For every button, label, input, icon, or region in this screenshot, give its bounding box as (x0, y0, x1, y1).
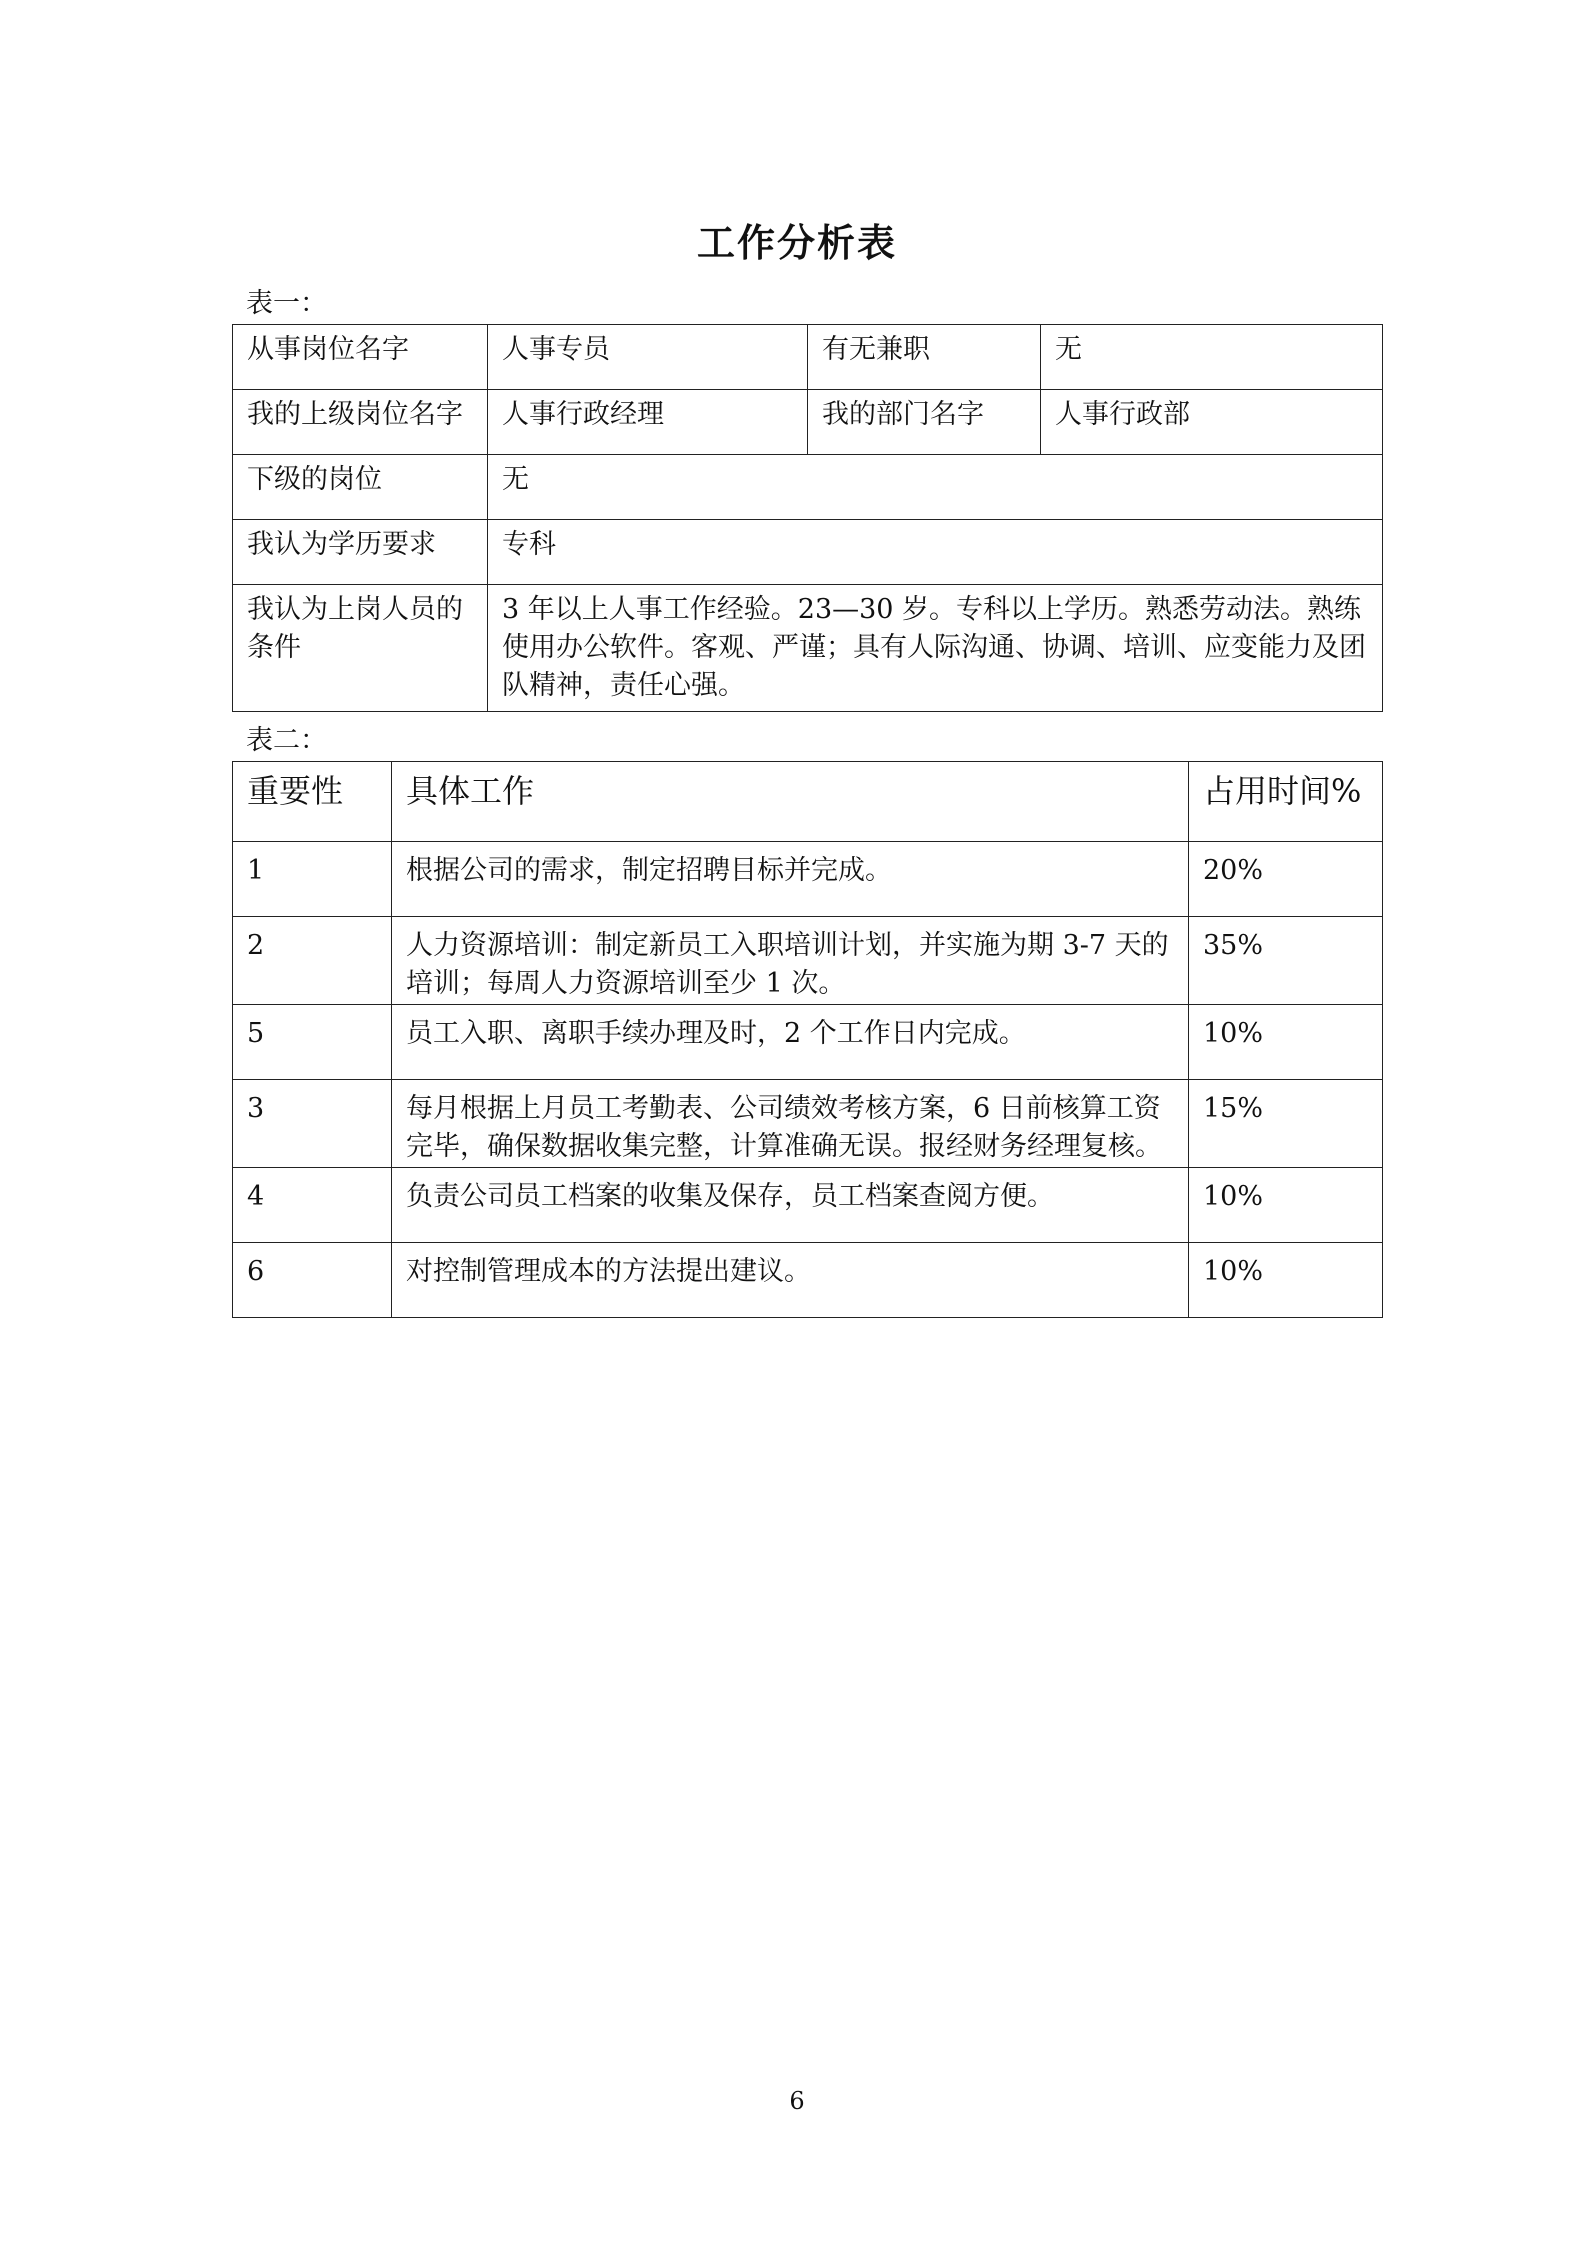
table-row (233, 325, 1383, 390)
table-two-caption: 表二： (246, 725, 327, 756)
time-cell: 35% (1189, 917, 1383, 1005)
field-label: 我的上级岗位名字 (233, 390, 488, 455)
importance-cell: 6 (233, 1243, 392, 1318)
task-cell: 人力资源培训：制定新员工入职培训计划，并实施为期 3-7 天的培训；每周人力资源培训至少 1 次。 (392, 917, 1189, 1005)
field-value: 无 (1041, 325, 1383, 390)
table-row (233, 842, 1383, 917)
time-cell: 20% (1189, 842, 1383, 917)
importance-cell: 3 (233, 1080, 392, 1168)
time-cell: 10% (1189, 1168, 1383, 1243)
table-row (233, 917, 1383, 1005)
field-value: 3 年以上人事工作经验。23—30 岁。专科以上学历。熟悉劳动法。熟练使用办公软件。客观、严谨；具有人际沟通、协调、培训、应变能力及团队精神，责任心强。 (488, 585, 1383, 712)
table-row (233, 1243, 1383, 1318)
field-label: 从事岗位名字 (233, 325, 488, 390)
column-header-task: 具体工作 (392, 762, 1189, 842)
task-cell: 负责公司员工档案的收集及保存，员工档案查阅方便。 (392, 1168, 1189, 1243)
task-cell: 根据公司的需求，制定招聘目标并完成。 (392, 842, 1189, 917)
field-value: 人事行政部 (1041, 390, 1383, 455)
importance-cell: 5 (233, 1005, 392, 1080)
table-one (232, 324, 1383, 712)
column-header-time: 占用时间% (1189, 762, 1383, 842)
table-row (233, 1005, 1383, 1080)
table-row (233, 390, 1383, 455)
table-row (233, 1080, 1383, 1168)
field-label: 我的部门名字 (808, 390, 1041, 455)
field-label: 我认为学历要求 (233, 520, 488, 585)
document-title: 工作分析表 (696, 221, 897, 265)
importance-cell: 4 (233, 1168, 392, 1243)
field-label: 有无兼职 (808, 325, 1041, 390)
importance-cell: 2 (233, 917, 392, 1005)
time-cell: 15% (1189, 1080, 1383, 1168)
table-two (232, 761, 1383, 1318)
table-row (233, 585, 1383, 712)
column-header-importance: 重要性 (233, 762, 392, 842)
table-one-caption: 表一： (246, 288, 327, 319)
time-cell: 10% (1189, 1005, 1383, 1080)
time-cell: 10% (1189, 1243, 1383, 1318)
field-value: 专科 (488, 520, 1383, 585)
field-value: 人事行政经理 (488, 390, 808, 455)
table-row (233, 520, 1383, 585)
task-cell: 每月根据上月员工考勤表、公司绩效考核方案，6 日前核算工资完毕，确保数据收集完整，计算准确无误。报经财务经理复核。 (392, 1080, 1189, 1168)
field-value: 无 (488, 455, 1383, 520)
field-label: 下级的岗位 (233, 455, 488, 520)
table-row (233, 1168, 1383, 1243)
table-row (233, 455, 1383, 520)
task-cell: 对控制管理成本的方法提出建议。 (392, 1243, 1189, 1318)
field-label: 我认为上岗人员的条件 (233, 585, 488, 712)
importance-cell: 1 (233, 842, 392, 917)
page-number: 6 (789, 2087, 805, 2115)
task-cell: 员工入职、离职手续办理及时，2 个工作日内完成。 (392, 1005, 1189, 1080)
field-value: 人事专员 (488, 325, 808, 390)
table-header-row (233, 762, 1383, 842)
